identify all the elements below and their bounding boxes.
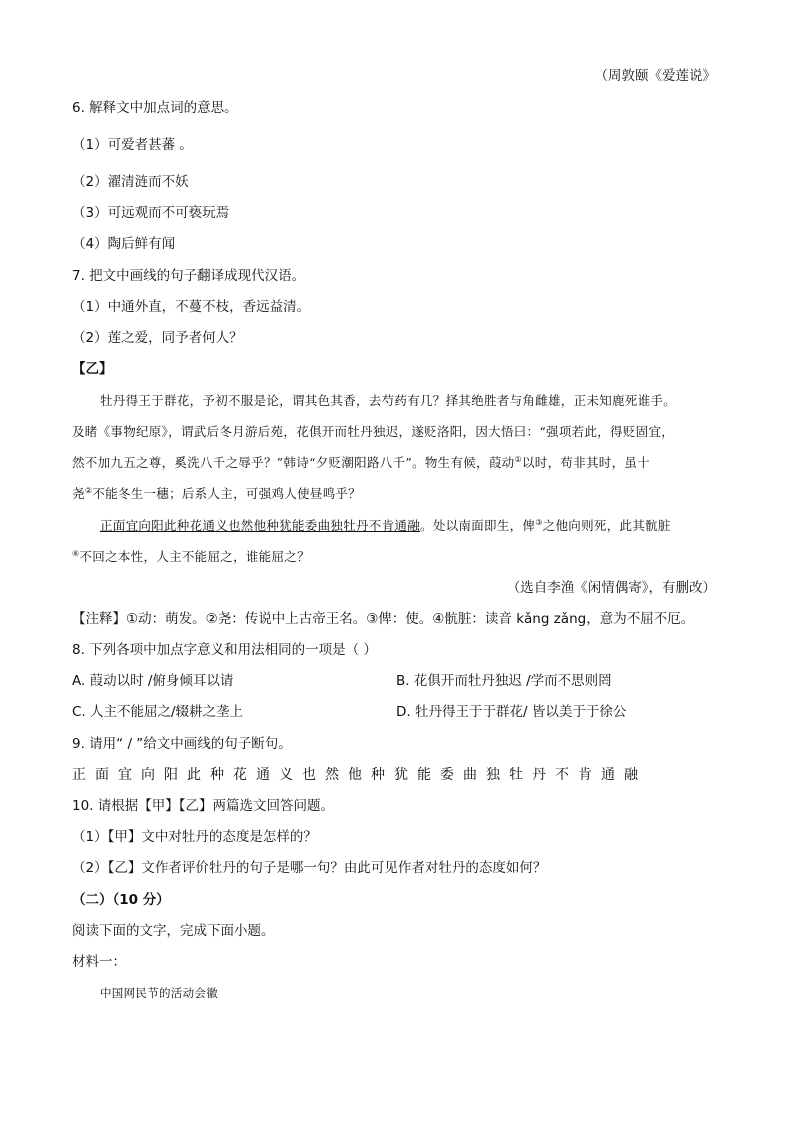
- passage-line-4-start: 尧: [72, 486, 85, 502]
- note-marker-2: ②: [84, 486, 93, 495]
- passage-line-6: [72, 549, 310, 564]
- question-6-item-2: （2）濯清涟而不妖: [72, 174, 189, 190]
- passage-line-3-rest: 以时，苟非其时，虽十: [521, 455, 650, 471]
- passage-line-3-text: 然不加九五之尊，奚洗八千之辱乎？”韩诗“夕贬潮阳路八千”。物生有候，葭动: [72, 455, 515, 471]
- note-marker-4: ④: [72, 549, 80, 558]
- passage-line-3: [72, 455, 650, 470]
- question-8-option-a: A. 葭动以时 /俯身倾耳以请: [72, 673, 234, 689]
- question-9-title: 9. 请用“ / ”给文中画线的句子断句。: [72, 736, 292, 752]
- material-1-line: 中国网民节的活动会徽: [100, 986, 218, 1000]
- passage-line-5: [100, 518, 671, 533]
- source-citation-top: （周敦颐《爱莲说》: [594, 68, 716, 84]
- question-8-option-d: D. 牡丹得王于于群花/ 皆以美于于徐公: [396, 704, 627, 720]
- question-10-item-1: （1）【甲】文中对牡丹的态度是怎样的？: [72, 829, 317, 845]
- question-7-item-2: （2）莲之爱，同予者何人？: [72, 330, 243, 346]
- underlined-sentence: 正面宜向阳此种花通义也然他种犹能委曲独牡丹不肯通融: [100, 518, 421, 534]
- question-9-sentence: 正面宜向阳此种花通义也然他种犹能委曲独牡丹不肯通融: [72, 767, 647, 783]
- question-8-title: 8. 下列各项中加点字意义和用法相同的一项是（ ）: [72, 642, 377, 658]
- question-8-option-c: C. 人主不能屈之/辍耕之垄上: [72, 704, 244, 720]
- section-2-heading: （二）（10 分）: [72, 892, 170, 908]
- question-6-item-4: （4）陶后鲜有闻: [72, 236, 176, 252]
- material-1-label: 材料一：: [72, 954, 126, 970]
- question-8-option-b: B. 花俱开而牡丹独迟 /学而不思则罔: [396, 673, 612, 689]
- question-6-title: 6. 解释文中加点词的意思。: [72, 100, 238, 116]
- note-marker-3: ③: [535, 518, 543, 527]
- passage-yi-label: 【乙】: [72, 361, 113, 377]
- question-7-title: 7. 把文中画线的句子翻译成现代汉语。: [72, 268, 306, 284]
- note-marker-1: ①: [514, 455, 522, 464]
- passage-line-2: 及睹《事物纪原》，谓武后冬月游后苑，花俱开而牡丹独迟，遂贬洛阳，因大悟曰：“强项若此，得贬固宜，: [72, 424, 675, 439]
- question-7-item-1: （1）中通外直，不蔓不枝，香远益清。: [72, 299, 311, 315]
- passage-line-6-text: 不回之本性，人主不能屈之，谁能屈之？: [79, 549, 310, 565]
- question-10-item-2: （2）【乙】文作者评价牡丹的句子是哪一句？由此可见作者对牡丹的态度如何？: [72, 860, 547, 876]
- question-6-item-3: （3）可远观而不可亵玩焉: [72, 205, 230, 221]
- passage-line-5-end: 之他向则死，此其骯脏: [542, 518, 671, 534]
- passage-line-4: [72, 486, 361, 501]
- passage-line-1: 牡丹得王于群花，予初不服是论，谓其色其香，去芍药有几？择其绝胜者与角雌雄，正未知鹿死谁手。: [100, 393, 677, 408]
- passage-source: （选自李渔《闲情偶寄》，有删改）: [506, 580, 716, 596]
- annotations: 【注释】①动：萌发。②尧：传说中上古帝王名。③俾：使。④骯脏：读音 kǎng zǎng，意为不屈不厄。: [72, 611, 695, 627]
- question-6-item-1: （1）可爱者甚蕃 。: [72, 137, 193, 153]
- passage-line-4-rest: 不能冬生一穗；后系人主，可强鸡人使昼鸣乎？: [92, 486, 362, 502]
- passage-line-5-rest: 。处以南面即生，俾: [420, 518, 536, 534]
- reading-instruction: 阅读下面的文字，完成下面小题。: [72, 923, 275, 939]
- question-10-title: 10. 请根据【甲】【乙】两篇选文回答问题。: [72, 798, 335, 814]
